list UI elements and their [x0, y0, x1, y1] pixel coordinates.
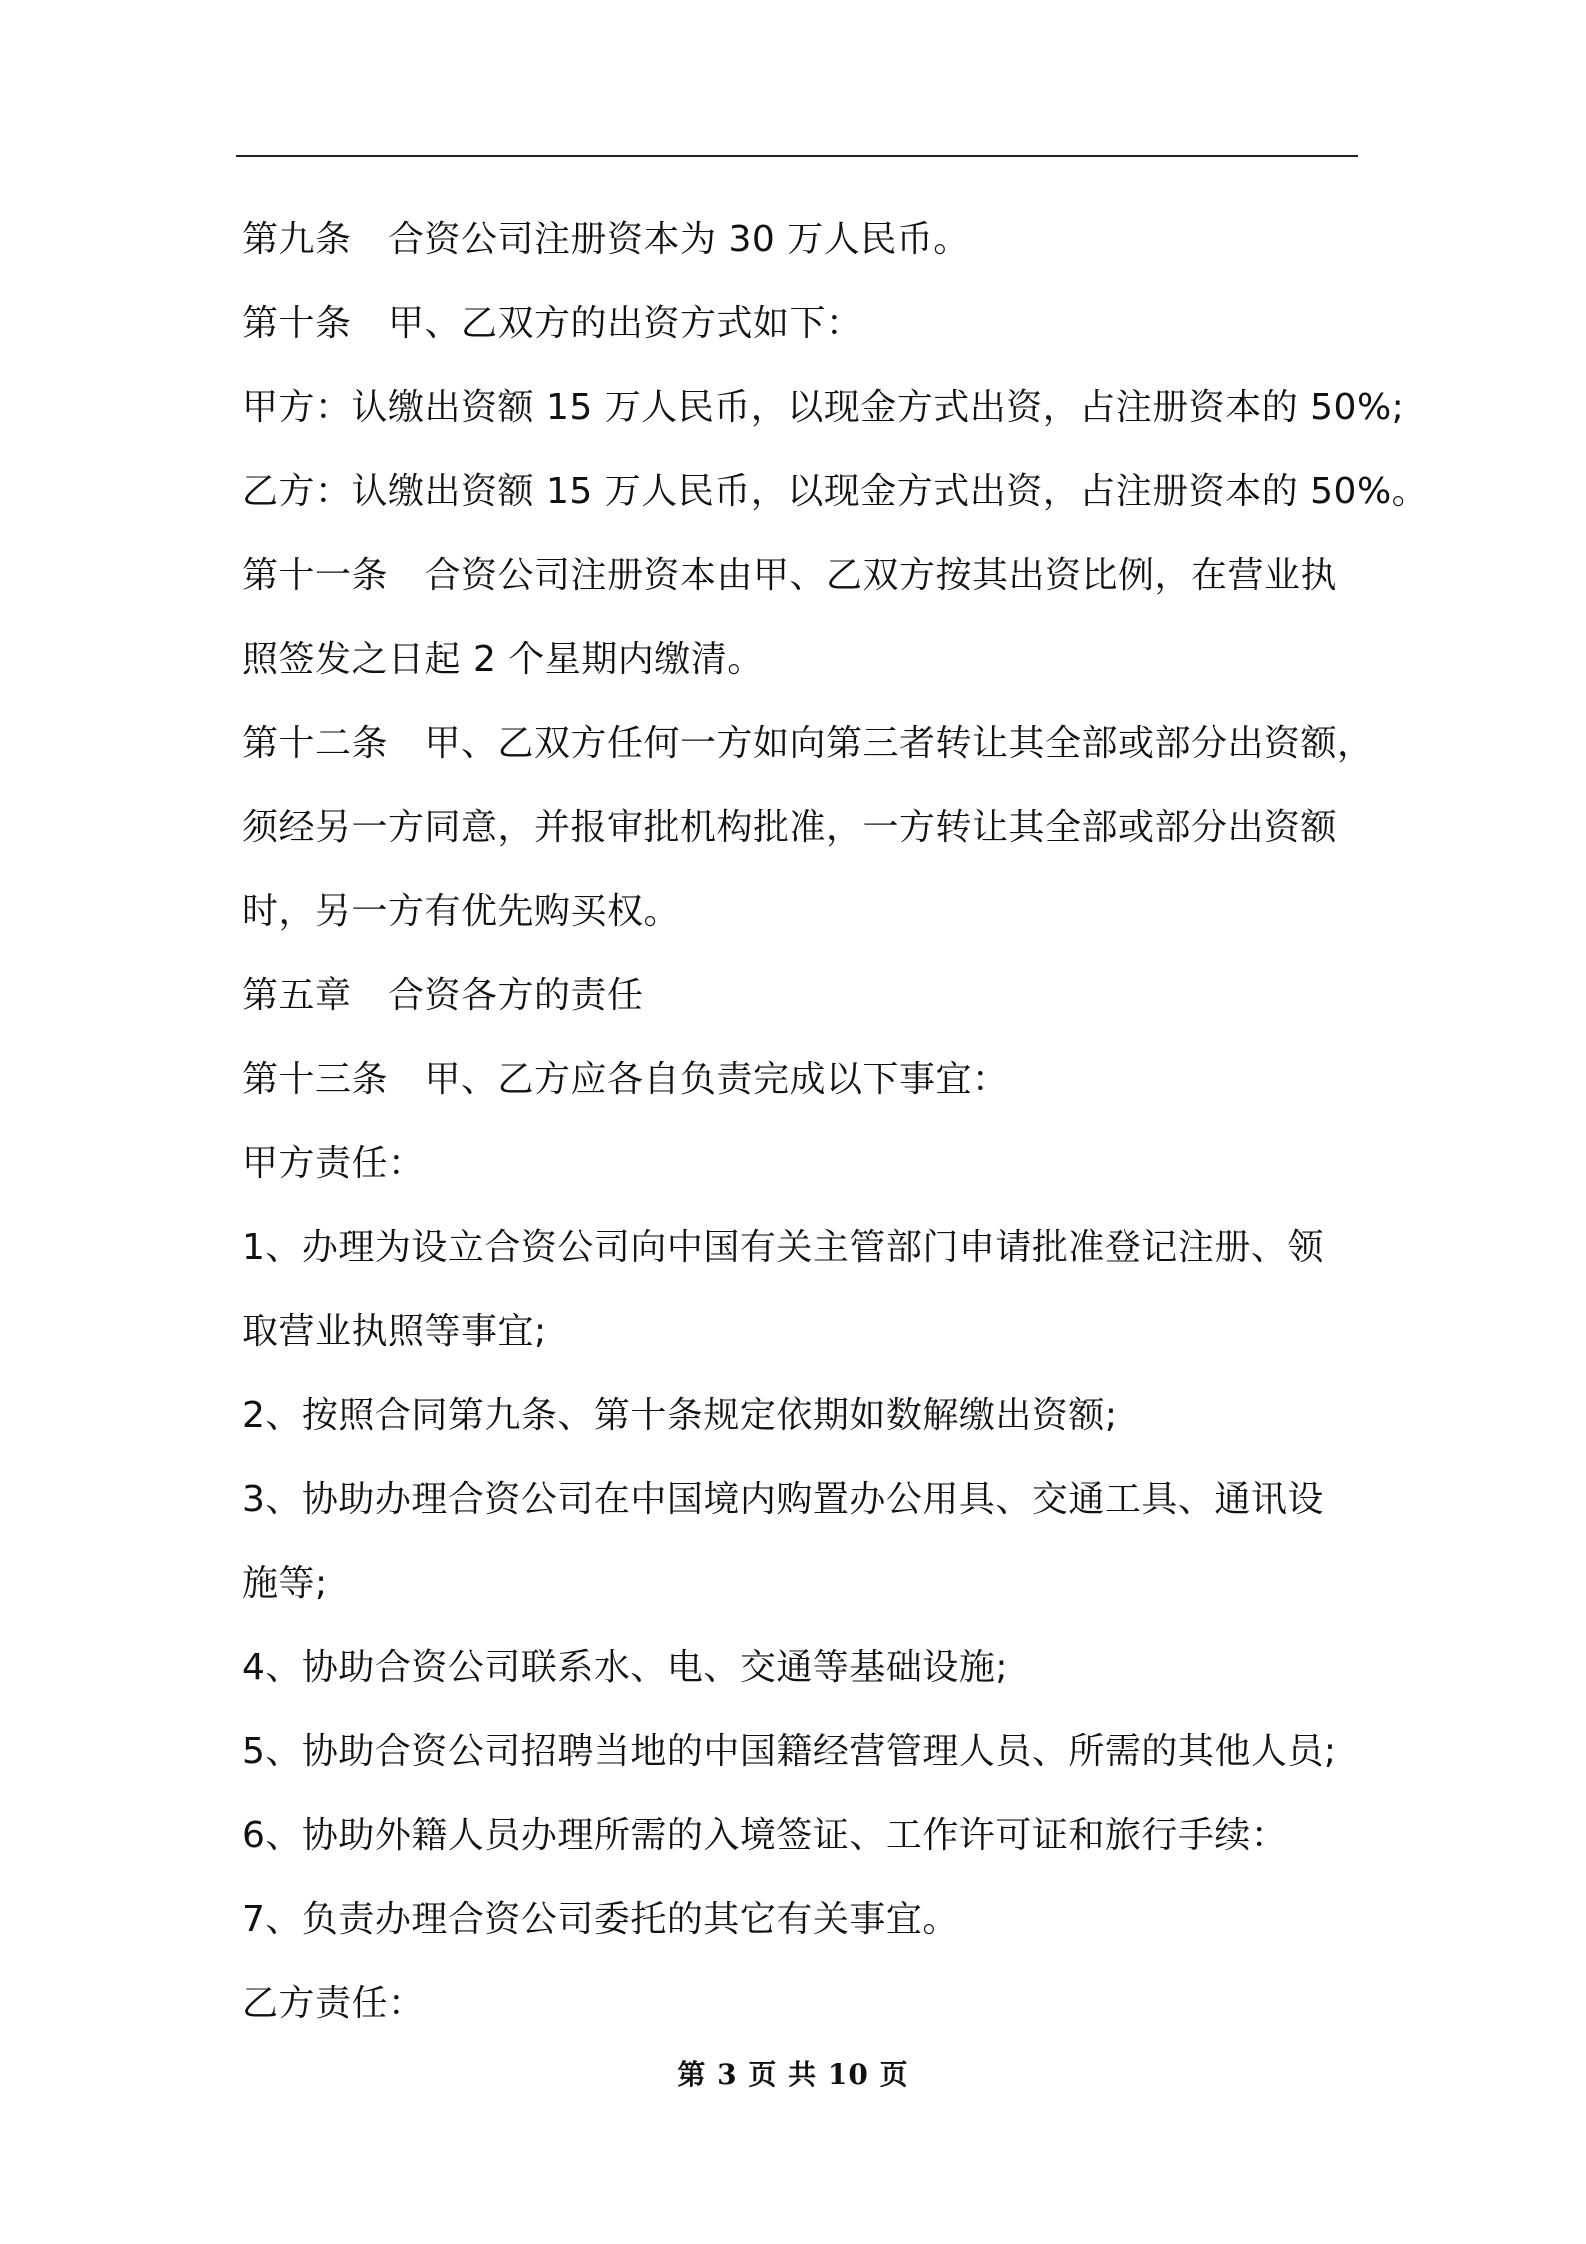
party-b-responsibilities-heading: 乙方责任： [242, 1983, 425, 2024]
header-rule [236, 155, 1358, 157]
list-item-3-line-2: 施等; [242, 1563, 328, 1604]
party-a-responsibilities-heading: 甲方责任： [242, 1143, 425, 1184]
article-10: 第十条 甲、乙双方的出资方式如下： [242, 303, 863, 344]
chapter-5-heading: 第五章 合资各方的责任 [242, 975, 644, 1016]
party-b-contribution: 乙方：认缴出资额 15 万人民币，以现金方式出资，占注册资本的 50%。 [242, 471, 1429, 512]
article-13: 第十三条 甲、乙方应各自负责完成以下事宜： [242, 1059, 1009, 1100]
list-item-6: 6、协助外籍人员办理所需的入境签证、工作许可证和旅行手续： [242, 1815, 1288, 1856]
list-item-1-line-2: 取营业执照等事宜; [242, 1311, 547, 1352]
list-item-1-line-1: 1、办理为设立合资公司向中国有关主管部门申请批准登记注册、领 [242, 1227, 1324, 1268]
list-item-2: 2、按照合同第九条、第十条规定依期如数解缴出资额; [242, 1395, 1118, 1436]
article-12-line-2: 须经另一方同意，并报审批机构批准，一方转让其全部或部分出资额 [242, 807, 1338, 848]
list-item-4: 4、协助合资公司联系水、电、交通等基础设施; [242, 1647, 1009, 1688]
article-12-line-1: 第十二条 甲、乙双方任何一方如向第三者转让其全部或部分出资额， [242, 723, 1374, 764]
page-number: 第 3 页 共 10 页 [677, 2058, 909, 2091]
party-a-contribution: 甲方：认缴出资额 15 万人民币，以现金方式出资，占注册资本的 50%; [242, 387, 1405, 428]
list-item-5: 5、协助合资公司招聘当地的中国籍经营管理人员、所需的其他人员; [242, 1731, 1337, 1772]
article-11-line-1: 第十一条 合资公司注册资本由甲、乙双方按其出资比例，在营业执 [242, 555, 1338, 596]
article-12-line-3: 时，另一方有优先购买权。 [242, 891, 681, 932]
article-11-line-2: 照签发之日起 2 个星期内缴清。 [242, 639, 764, 680]
article-9: 第九条 合资公司注册资本为 30 万人民币。 [242, 219, 970, 260]
list-item-3-line-1: 3、协助办理合资公司在中国境内购置办公用具、交通工具、通讯设 [242, 1479, 1324, 1520]
document-body [242, 198, 1429, 2046]
list-item-7: 7、负责办理合资公司委托的其它有关事宜。 [242, 1899, 959, 1940]
